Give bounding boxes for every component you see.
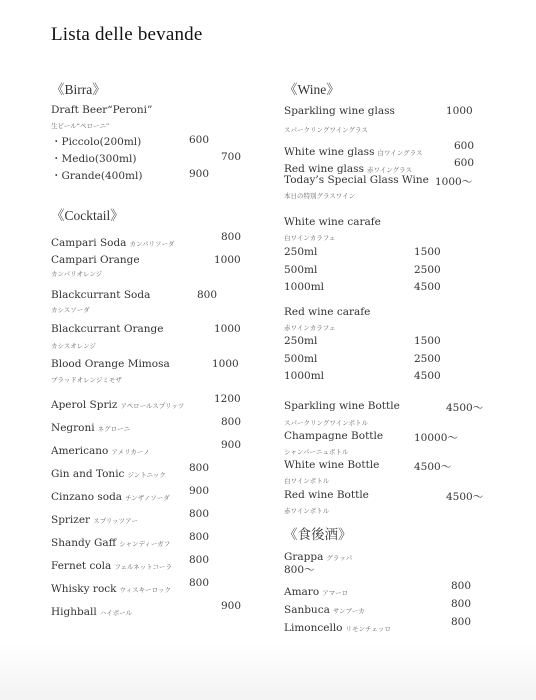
beer-size-name: ・Piccolo(200ml) <box>51 136 142 148</box>
cocktail-jp: ジントニック <box>127 471 166 479</box>
cocktail-price: 800 <box>189 508 210 520</box>
bottle-jp: シャンパーニュボトル <box>284 448 349 456</box>
white-carafe-jp: 白ワインカラフェ <box>284 234 336 242</box>
cocktail-jp: ブラッドオレンジミモザ <box>51 376 122 384</box>
carafe-size: 1000ml <box>284 370 325 382</box>
carafe-price: 1500 <box>414 246 441 258</box>
cocktail-name: Sprizer <box>51 514 91 526</box>
digestivo-heading: 《食後酒》 <box>284 527 352 542</box>
cocktail-jp: カンパリオレンジ <box>51 270 103 278</box>
red-carafe-jp: 赤ワインカラフェ <box>284 324 336 332</box>
draft-beer-jp: 生ビール“ペローニ” <box>51 122 110 130</box>
digestivo-name: Sanbuca <box>284 604 330 616</box>
carafe-price: 4500 <box>414 281 441 293</box>
cocktail-name: Highball <box>51 606 97 618</box>
wine-glass-jp: スパークリングワイングラス <box>284 126 368 134</box>
cocktail-name: Campari Orange <box>51 254 140 266</box>
cocktail-jp: アペロールスプリッツ <box>120 402 185 410</box>
cocktail-jp: カシスソーダ <box>51 306 90 314</box>
cocktail-price: 1000 <box>214 323 241 335</box>
bottle-jp: スパークリングワインボトル <box>284 419 369 427</box>
cocktail-item <box>51 439 150 458</box>
cocktail-item <box>51 554 172 573</box>
cocktail-jp: シャンディーガフ <box>119 540 171 548</box>
bottle-jp: 赤ワインボトル <box>284 507 330 515</box>
cocktail-name: Cinzano soda <box>51 491 123 503</box>
carafe-size: 250ml <box>284 335 318 347</box>
cocktail-price: 1200 <box>214 393 241 405</box>
cocktail-price: 800 <box>221 231 242 243</box>
draft-beer-name: Draft Beer“Peroni” <box>51 104 153 116</box>
white-carafe-name: White wine carafe <box>284 216 381 228</box>
wine-glass-jp: 赤ワイングラス <box>366 166 412 174</box>
grappa-name: Grappa <box>284 551 324 563</box>
cocktail-price: 900 <box>221 600 242 612</box>
cocktail-name: Whisky rock <box>51 583 117 595</box>
wine-glass-name: White wine glass <box>284 146 375 158</box>
digestivo-jp: アマーロ <box>322 589 349 597</box>
cocktail-name: Gin and Tonic <box>51 468 125 480</box>
carafe-price: 2500 <box>414 264 441 276</box>
carafe-price: 4500 <box>414 370 441 382</box>
cocktail-name: Blood Orange Mimosa <box>51 358 170 370</box>
cocktail-price: 800 <box>189 577 210 589</box>
cocktail-jp: チンザノソーダ <box>125 494 170 502</box>
cocktail-price: 800 <box>197 289 218 301</box>
digestivo-price: 800 <box>451 580 472 592</box>
bottle-name: Champagne Bottle <box>284 430 384 442</box>
cocktail-item <box>51 577 171 596</box>
carafe-size: 1000ml <box>284 281 325 293</box>
wine-glass-jp: 本日の特別グラスワイン <box>284 192 356 200</box>
wine-glass-price: 1000〜 <box>435 176 473 188</box>
digestivo-jp: サンブーカ <box>332 607 365 615</box>
digestivo-item <box>284 598 365 617</box>
grappa-price: 800〜 <box>284 564 315 576</box>
carafe-price: 2500 <box>414 353 441 365</box>
cocktail-name: Americano <box>51 445 109 457</box>
digestivo-jp: リモンチェッロ <box>345 625 391 633</box>
red-carafe-name: Red wine carafe <box>284 306 371 318</box>
beer-size-name: ・Medio(300ml) <box>51 153 137 165</box>
beer-size-name: ・Grande(400ml) <box>51 170 143 182</box>
bottle-price: 10000〜 <box>414 432 458 444</box>
wine-glass-price: 600 <box>454 140 475 152</box>
cocktail-item <box>51 508 138 527</box>
carafe-size: 500ml <box>284 353 318 365</box>
cocktail-name: Blackcurrant Soda <box>51 289 151 301</box>
cocktail-price: 800 <box>189 554 210 566</box>
cocktail-name: Campari Soda <box>51 237 127 249</box>
cocktail-item <box>51 531 170 550</box>
cocktail-name: Aperol Spriz <box>51 399 118 411</box>
cocktail-price: 800 <box>189 531 210 543</box>
wine-glass-price: 600 <box>454 157 475 169</box>
cocktail-price: 800 <box>189 462 210 474</box>
bottle-price: 4500〜 <box>446 491 484 503</box>
cocktail-item <box>51 416 130 435</box>
cocktail-item <box>51 600 132 619</box>
cocktail-jp: ネグローニ <box>97 425 131 433</box>
wine-glass-price: 1000 <box>446 105 473 117</box>
wine-glass-name: Sparkling wine glass <box>284 105 395 117</box>
wine-heading: 《Wine》 <box>284 82 340 97</box>
cocktail-name: Blackcurrant Orange <box>51 323 164 335</box>
grappa-jp: グラッパ <box>326 554 353 562</box>
cocktail-jp: カンパリソーダ <box>129 240 175 248</box>
birra-heading: 《Birra》 <box>51 82 106 97</box>
cocktail-name: Negroni <box>51 422 95 434</box>
wine-glass-name: Today’s Special Glass Wine <box>284 174 429 186</box>
beer-size-price: 900 <box>189 168 210 180</box>
cocktail-jp: カシスオレンジ <box>51 342 96 350</box>
cocktail-jp: ハイボール <box>99 609 133 617</box>
cocktail-jp: アメリカーノ <box>111 448 150 456</box>
carafe-size: 250ml <box>284 246 318 258</box>
digestivo-name: Amaro <box>284 586 320 598</box>
cocktail-item <box>51 462 166 481</box>
cocktail-item <box>51 393 184 412</box>
wine-glass-jp: 白ワイングラス <box>377 149 423 157</box>
cocktail-name: Fernet cola <box>51 560 112 572</box>
beer-size-price: 700 <box>221 151 242 163</box>
bottle-name: Red wine Bottle <box>284 489 369 501</box>
cocktail-jp: フェルネットコーラ <box>114 563 173 571</box>
bottle-name: Sparkling wine Bottle <box>284 400 400 412</box>
carafe-size: 500ml <box>284 264 318 276</box>
cocktail-price: 1000 <box>214 254 241 266</box>
bottle-name: White wine Bottle <box>284 459 380 471</box>
carafe-price: 1500 <box>414 335 441 347</box>
wine-glass-name: Red wine glass <box>284 163 364 175</box>
cocktail-name: Shandy Gaff <box>51 537 117 549</box>
digestivo-price: 800 <box>451 616 472 628</box>
cocktail-price: 1000 <box>212 358 239 370</box>
cocktail-item <box>51 231 175 250</box>
cocktail-jp: ウィスキーロック <box>119 586 172 594</box>
cocktail-price: 800 <box>221 416 242 428</box>
page-title: Lista delle bevande <box>51 24 203 45</box>
digestivo-item <box>284 580 348 599</box>
beer-size-price: 600 <box>189 134 210 146</box>
bottle-price: 4500〜 <box>446 402 484 414</box>
bottle-jp: 白ワインボトル <box>284 477 330 485</box>
digestivo-price: 800 <box>451 598 472 610</box>
cocktail-heading: 《Cocktail》 <box>51 208 124 223</box>
cocktail-price: 900 <box>189 485 210 497</box>
cocktail-jp: スプリッツアー <box>93 517 138 525</box>
digestivo-name: Limoncello <box>284 622 343 634</box>
bottle-price: 4500〜 <box>414 461 452 473</box>
digestivo-item <box>284 616 391 635</box>
cocktail-item <box>51 485 170 504</box>
cocktail-price: 900 <box>221 439 242 451</box>
